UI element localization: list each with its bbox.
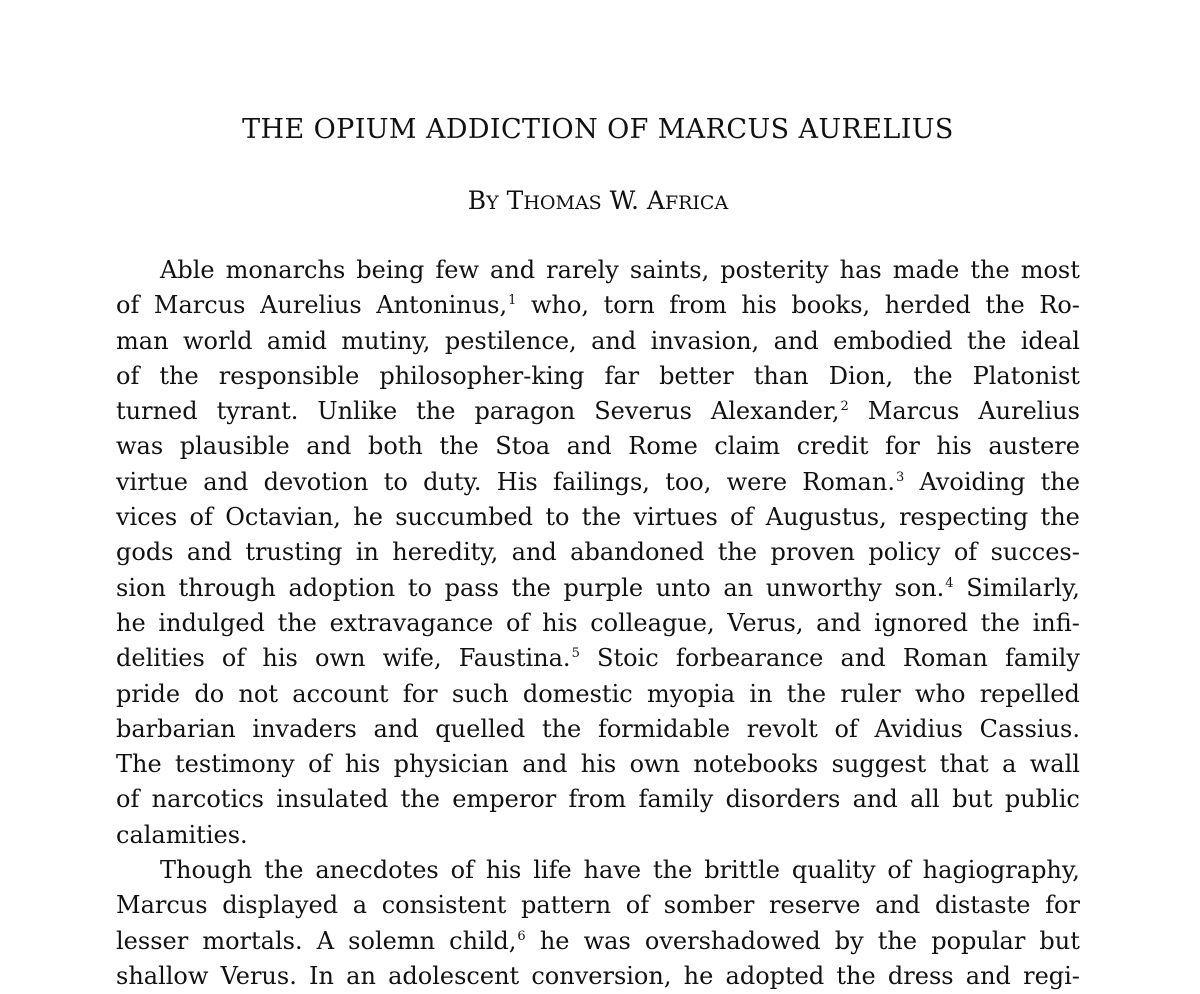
word: family (638, 785, 714, 814)
footnote-marker: 5 (571, 646, 580, 662)
word: life (533, 856, 572, 885)
word: the (439, 432, 479, 461)
word: the (277, 608, 317, 637)
word: have (583, 856, 642, 885)
word: all (910, 785, 940, 814)
word: man (116, 326, 169, 355)
word: ignored (873, 608, 968, 637)
word: displayed (222, 891, 339, 920)
word: through (178, 573, 276, 602)
word: he (683, 961, 714, 990)
word: Stoa (495, 432, 551, 461)
text-line (116, 782, 1080, 817)
footnote-marker: 3 (895, 469, 905, 485)
word: such (451, 679, 509, 708)
word: pestilence, (444, 326, 577, 355)
word: rarely (546, 256, 619, 284)
word: being (356, 256, 425, 284)
article-body (116, 253, 1080, 994)
word: the (541, 714, 582, 743)
word: lesser (116, 926, 189, 955)
word: his (741, 291, 777, 320)
word: a (1002, 750, 1017, 779)
word: The (116, 750, 162, 779)
word: insulated (276, 785, 389, 814)
word: both (367, 432, 423, 461)
word: unworthy (765, 573, 882, 602)
word: pattern (521, 891, 612, 920)
word: who, (530, 291, 590, 320)
word: Able (160, 256, 215, 284)
word: turned (116, 397, 198, 426)
word: and (511, 538, 557, 567)
word: his (542, 608, 578, 637)
word: the (985, 291, 1025, 320)
word: invasion, (650, 326, 760, 355)
word: dress (887, 961, 954, 990)
footnote-marker: 6 (517, 928, 526, 944)
word: of (887, 856, 911, 885)
word: heredity, (392, 538, 499, 567)
word: forbearance (675, 644, 824, 673)
word: indulged (158, 608, 265, 637)
word: of (308, 750, 332, 779)
word: Marcus (116, 891, 208, 920)
word: Verus. (220, 961, 297, 990)
word: anecdotes (315, 856, 439, 885)
word: saints, (629, 256, 710, 284)
word: and (840, 644, 886, 673)
word: Aurelius (978, 397, 1080, 426)
word: has (839, 256, 882, 284)
word: Marcus (867, 397, 960, 426)
word: the (581, 503, 622, 532)
word: for (402, 679, 438, 708)
word: by (834, 926, 864, 955)
text-line (116, 712, 1080, 747)
word: made (892, 256, 960, 284)
word: of (506, 608, 530, 637)
word: extravagance (329, 608, 494, 637)
text-line (116, 571, 1080, 606)
word: child,$^6$ (449, 926, 526, 955)
word: to (545, 503, 570, 532)
word: notebooks (693, 750, 819, 779)
word: conversion, (531, 961, 672, 990)
word: unto (655, 573, 711, 602)
word: adolescent (388, 961, 520, 990)
word: regi- (1023, 961, 1080, 990)
word: Dion, (828, 361, 894, 390)
text-line (116, 747, 1080, 782)
word: torn (603, 291, 655, 320)
word: claim (714, 432, 781, 461)
word: devotion (263, 467, 369, 496)
word: popular (931, 926, 1026, 955)
byline-author-last: AFRICA (646, 186, 729, 215)
word: the (264, 856, 304, 885)
word: shallow (116, 961, 209, 990)
word: His (496, 467, 538, 496)
word: posterity (720, 256, 829, 284)
word: brittle (704, 856, 780, 885)
word: of (189, 503, 213, 532)
word: Platonist (972, 361, 1080, 390)
word: and (522, 750, 568, 779)
word: Augustus, (765, 503, 887, 532)
word: for (885, 432, 920, 461)
word: the (1040, 467, 1080, 496)
text-line (116, 253, 1080, 288)
word: mutiny, (341, 326, 431, 355)
word: Rome (628, 432, 698, 461)
word: succes- (990, 538, 1080, 567)
word: not (238, 679, 279, 708)
byline-author-first: THOMAS (506, 186, 602, 215)
word: Though (160, 856, 253, 885)
word: succumbed (395, 503, 534, 532)
word: wife, (382, 644, 442, 673)
word: an (723, 573, 754, 602)
text-line (116, 641, 1080, 676)
word: gods (116, 538, 174, 567)
word: but (1039, 926, 1080, 955)
footnote-marker: 4 (945, 575, 954, 591)
word: Marcus (153, 291, 246, 320)
word: Severus (594, 397, 692, 426)
text-line (116, 394, 1080, 429)
word: from (568, 785, 627, 814)
word: who (914, 679, 966, 708)
word: the (836, 961, 876, 990)
word: delities (116, 644, 205, 673)
word: failings, (552, 467, 650, 496)
word: austere (988, 432, 1080, 461)
word: formidable (597, 714, 731, 743)
word: of (834, 714, 858, 743)
word: domestic (522, 679, 633, 708)
word: vices (116, 503, 178, 532)
word: he (539, 926, 570, 955)
word: the (877, 926, 918, 955)
word: invaders (252, 714, 357, 743)
word: Unlike (317, 397, 398, 426)
word: family (1005, 644, 1080, 673)
word: from (669, 291, 727, 320)
article-title: THE OPIUM ADDICTION OF MARCUS AURELIUS (242, 114, 954, 145)
text-line (116, 677, 1080, 712)
word: disorders (725, 785, 841, 814)
word: and (875, 891, 921, 920)
word: books, (791, 291, 871, 320)
word: plausible (179, 432, 290, 461)
word: colleague, (590, 608, 715, 637)
text-line (116, 924, 1080, 959)
word: and (965, 961, 1011, 990)
word: quelled (435, 714, 526, 743)
word: of (450, 856, 474, 885)
word: the (717, 538, 758, 567)
word: in (355, 538, 379, 567)
word: of (730, 503, 754, 532)
word: the (400, 785, 440, 814)
word: In (309, 961, 334, 990)
word: solemn (348, 926, 436, 955)
word: an (346, 961, 376, 990)
word: emperor (452, 785, 557, 814)
word: hagiography, (922, 856, 1080, 885)
word: trusting (245, 538, 343, 567)
text-line (116, 465, 1080, 500)
word: Ro- (1039, 291, 1080, 320)
word: in (749, 679, 773, 708)
word: the (966, 326, 1007, 355)
word: pass (444, 573, 499, 602)
word: proven (770, 538, 855, 567)
word: was (116, 432, 164, 461)
word: the (416, 397, 456, 426)
word: barbarian (116, 714, 236, 743)
word: and (591, 326, 637, 355)
word: own (315, 644, 366, 673)
text-line (116, 606, 1080, 641)
word: adopted (725, 961, 825, 990)
word: his (344, 750, 381, 779)
word: do (194, 679, 225, 708)
word: own (629, 750, 681, 779)
word: Alexander,$^2$ (710, 397, 849, 426)
text-line (116, 288, 1080, 323)
word: quality (791, 856, 876, 885)
word: suggest (831, 750, 927, 779)
word: Cassius. (979, 714, 1080, 743)
word: he (353, 503, 383, 532)
word: Roman.$^3$ (802, 467, 905, 496)
word: purple (563, 573, 644, 602)
word: and (566, 432, 612, 461)
word: but (952, 785, 993, 814)
word: his (580, 750, 617, 779)
word: the (913, 361, 953, 390)
word: Aurelius (260, 291, 362, 320)
word: and (816, 608, 862, 637)
word: Antoninus,$^1$ (376, 291, 517, 320)
text-line (116, 359, 1080, 394)
word: that (939, 750, 989, 779)
text-line (116, 429, 1080, 464)
word: Verus, (727, 608, 804, 637)
word: far (604, 361, 640, 390)
word: the (653, 856, 693, 885)
footnote-marker: 1 (508, 293, 517, 309)
word: revolt (746, 714, 818, 743)
word: consistent (381, 891, 507, 920)
word: account (292, 679, 389, 708)
word: son.$^4$ (894, 573, 954, 602)
word: few (435, 256, 479, 284)
word: of (625, 891, 650, 920)
word: tyrant. (216, 397, 299, 426)
word: and (773, 326, 819, 355)
word: paragon (474, 397, 576, 426)
text-line (116, 959, 1080, 994)
word: Avoiding (919, 467, 1026, 496)
word: calamities. (116, 820, 248, 849)
word: abandoned (570, 538, 705, 567)
word: of (953, 538, 978, 567)
word: and (306, 432, 352, 461)
word: the (159, 361, 199, 390)
word: to (383, 467, 408, 496)
word: amid (266, 326, 327, 355)
word: of (116, 291, 140, 320)
word: of (116, 785, 140, 814)
text-line (116, 535, 1080, 570)
word: world (182, 326, 253, 355)
word: better (659, 361, 734, 390)
word: his (262, 644, 298, 673)
word: testimony (175, 750, 295, 779)
word: and (852, 785, 898, 814)
word: Octavian, (225, 503, 341, 532)
word: responsible (218, 361, 360, 390)
word: to (407, 573, 432, 602)
text-line (116, 853, 1080, 888)
word: a (352, 891, 368, 920)
word: narcotics (151, 785, 264, 814)
byline-author-initial: W. (609, 186, 639, 215)
word: was (583, 926, 631, 955)
word: ideal (1020, 326, 1080, 355)
word: Faustina.$^5$ (458, 644, 580, 673)
article-byline (116, 186, 1080, 215)
word: the (970, 256, 1010, 284)
word: were (726, 467, 788, 496)
word: too, (665, 467, 712, 496)
word: and (186, 538, 232, 567)
text-line (116, 818, 1080, 853)
word: the (511, 573, 551, 602)
word: than (753, 361, 809, 390)
word: pride (116, 679, 181, 708)
word: reserve (769, 891, 861, 920)
word: myopia (646, 679, 736, 708)
word: the (1040, 503, 1080, 532)
word: adoption (288, 573, 396, 602)
word: Stoic (597, 644, 659, 673)
word: his (485, 856, 522, 885)
word: Similarly, (966, 573, 1080, 602)
word: infi- (1032, 608, 1080, 637)
word: overshadowed (644, 926, 821, 955)
word: distaste (934, 891, 1031, 920)
word: duty. (423, 467, 482, 496)
word: physician (393, 750, 509, 779)
word: Avidius (874, 714, 963, 743)
text-line (116, 324, 1080, 359)
word: of (116, 361, 140, 390)
word: philosopher-king (379, 361, 585, 390)
word: virtue (116, 467, 189, 496)
word: for (1045, 891, 1080, 920)
word: and (373, 714, 419, 743)
word: virtues (633, 503, 718, 532)
word: most (1020, 256, 1080, 284)
byline-by: BY (467, 186, 499, 215)
word: monarchs (225, 256, 346, 284)
word: policy (868, 538, 941, 567)
word: the (786, 679, 827, 708)
word: Roman (902, 644, 988, 673)
word: herded (884, 291, 971, 320)
word: he (116, 608, 146, 637)
word: public (1004, 785, 1080, 814)
text-line (116, 500, 1080, 535)
word: somber (663, 891, 755, 920)
word: wall (1029, 750, 1080, 779)
word: and (490, 256, 536, 284)
word: and (203, 467, 249, 496)
word: A (316, 926, 335, 955)
word: repelled (979, 679, 1080, 708)
word: ruler (840, 679, 901, 708)
word: credit (796, 432, 869, 461)
word: embodied (833, 326, 953, 355)
word: of (221, 644, 246, 673)
footnote-marker: 2 (840, 399, 849, 415)
word: respecting (899, 503, 1029, 532)
word: the (980, 608, 1020, 637)
text-line (116, 888, 1080, 923)
word: sion (116, 573, 166, 602)
word: mortals. (202, 926, 303, 955)
word: his (936, 432, 972, 461)
